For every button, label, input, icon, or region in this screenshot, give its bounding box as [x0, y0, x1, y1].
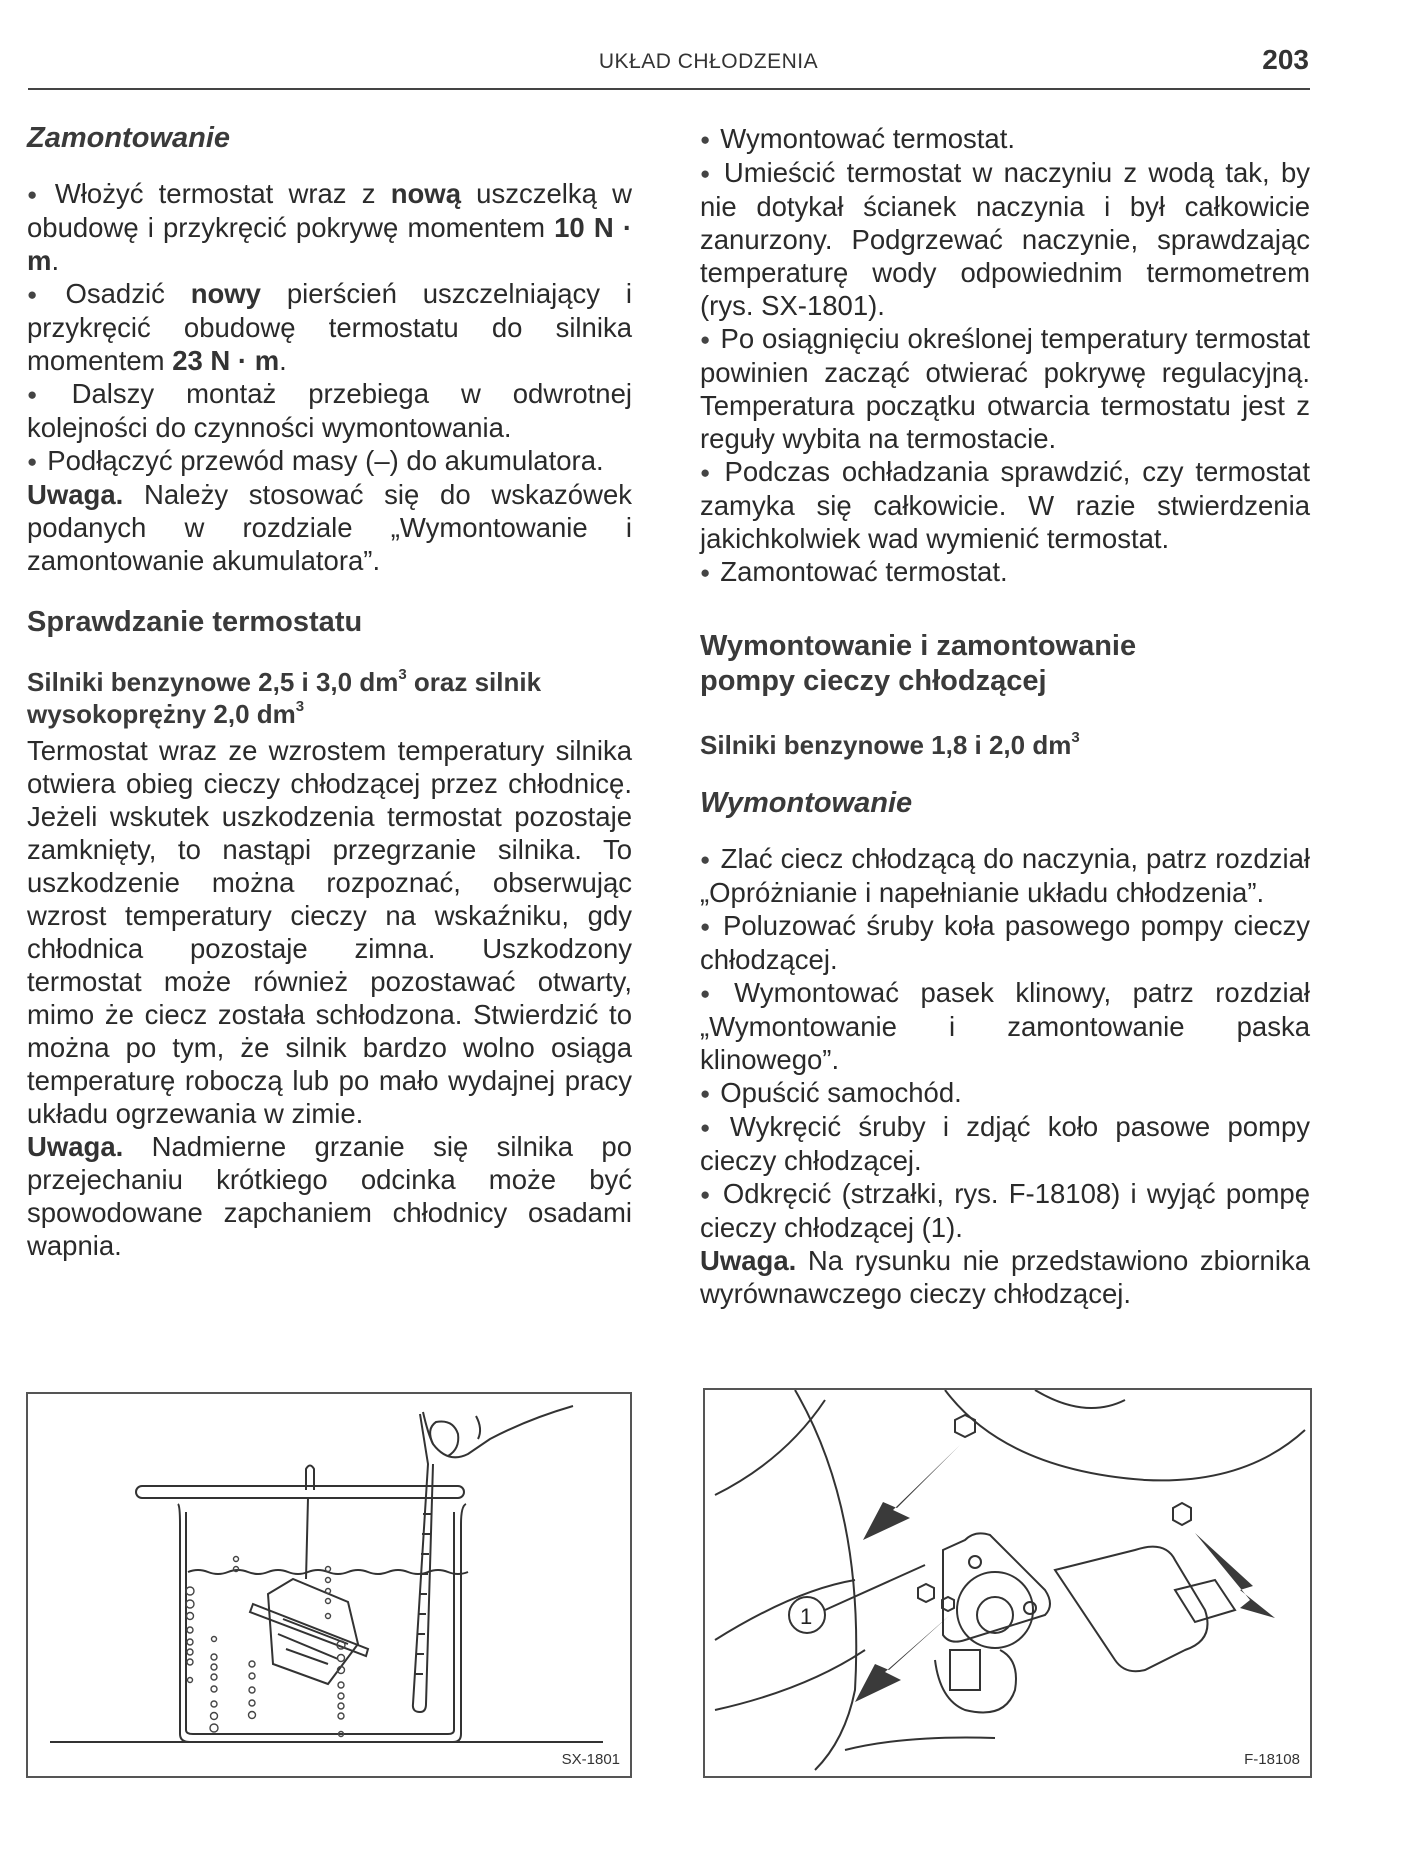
list-item: ● Podłączyć przewód masy (–) do akumulatora. — [27, 444, 632, 478]
figure-coolant-pump — [703, 1388, 1312, 1778]
list-item: ● Poluzować śruby koła pasowego pompy cieczy chłodzącej. — [700, 909, 1310, 976]
list-item: ● Zamontować termostat. — [700, 555, 1310, 589]
list-item: ● Wykręcić śruby i zdjąć koło pasowe pompy cieczy chłodzącej. — [700, 1110, 1310, 1177]
body-paragraph: Termostat wraz ze wzrostem temperatury silnika otwiera obieg cieczy chłodzącej przez chłodnicę. Jeżeli wskutek uszkodzenia termostat pozostaje zamknięty, to nastąpi przegrzanie silnika. To uszkodzenie można rozpoznać, obserwując wzrost temperatury cieczy na wskaźniku, gdy chłodnica pozostaje zimna. Uszkodzony termostat może również pozostawać otwarty, mimo że ciecz została schłodzona. Stwierdzić to można po tym, że silnik bardzo wolno osiąga temperaturę roboczą lub po mało wydajnej pracy układu ogrzewania w zimie. — [27, 735, 632, 1129]
list-item: ● Włożyć termostat wraz z nową uszczelką w obudowę i przykręcić pokrywę momentem 10 N · m. — [27, 177, 632, 277]
list-item: ● Podczas ochładzania sprawdzić, czy termostat zamyka się całkowicie. W razie stwierdzenia jakichkolwiek wad wymienić termostat. — [700, 455, 1310, 555]
note-paragraph: Uwaga. Nadmierne grzanie się silnika po przejechaniu krótkiego odcinka może być spowodowane zapchaniem chłodnicy osadami wapnia. — [27, 1131, 632, 1261]
list-item: ● Osadzić nowy pierścień uszczelniający i przykręcić obudowę termostatu do silnika momentem 23 N · m. — [27, 277, 632, 377]
callout-number: 1 — [800, 1604, 813, 1629]
list-item: ● Dalszy montaż przebiega w odwrotnej kolejności do czynności wymontowania. — [27, 377, 632, 444]
list-item: ● Odkręcić (strzałki, rys. F-18108) i wyjąć pompę cieczy chłodzącej (1). — [700, 1177, 1310, 1244]
subheading-pump-engines: Silniki benzynowe 1,8 i 2,0 $dm^3$ — [700, 729, 1080, 760]
coolant-pump-illustration — [705, 1390, 1310, 1776]
figure-label: SX-1801 — [561, 1751, 620, 1768]
right-column — [700, 122, 1310, 1310]
list-item: ● Wymontować pasek klinowy, patrz rozdział „Wymontowanie i zamontowanie paska klinowego”. — [700, 976, 1310, 1076]
heading-sprawdzanie: Sprawdzanie termostatu — [27, 606, 363, 638]
figure-label: F-18108 — [1244, 1751, 1300, 1768]
note-paragraph: Uwaga. Na rysunku nie przedstawiono zbiornika wyrównawczego cieczy chłodzącej. — [700, 1245, 1310, 1309]
subheading-engines: Silniki benzynowe 2,5 i 3,0 $dm^3$ oraz silnik wysokoprężny 2,0 $dm^3$ — [27, 666, 542, 729]
running-header-title: UKŁAD CHŁODZENIA — [598, 50, 819, 73]
list-item: ● Wymontować termostat. — [700, 122, 1310, 156]
list-item: ● Zlać ciecz chłodzącą do naczynia, patrz rozdział „Opróżnianie i napełnianie układu chłodzenia”. — [700, 842, 1310, 909]
note-paragraph: Uwaga. Należy stosować się do wskazówek podanych w rozdziale „Wymontowanie i zamontowanie akumulatora”. — [27, 479, 632, 576]
heading-zamontowanie: Zamontowanie — [27, 122, 231, 154]
page-number: 203 — [1262, 44, 1309, 75]
list-item: ● Umieścić termostat w naczyniu z wodą tak, by nie dotykał ścianek naczynia i był całkowicie zanurzony. Podgrzewać naczynie, sprawdzając temperaturę wody odpowiednim termometrem (rys. SX-1801). — [700, 156, 1310, 322]
header-divider — [28, 88, 1310, 90]
left-column — [27, 122, 632, 1262]
list-item: ● Po osiągnięciu określonej temperatury termostat powinien zacząć otwierać pokrywę regulacyjną. Temperatura początku otwarcia termostatu jest z reguły wybita na termostacie. — [700, 322, 1310, 455]
heading-pump: Wymontowanie i zamontowanie pompy cieczy chłodzącej — [700, 630, 1137, 697]
heading-wymontowanie: Wymontowanie — [700, 787, 913, 819]
list-item: ● Opuścić samochód. — [700, 1076, 1310, 1110]
thermostat-beaker-illustration — [28, 1394, 630, 1776]
figure-thermostat-test — [26, 1392, 632, 1778]
